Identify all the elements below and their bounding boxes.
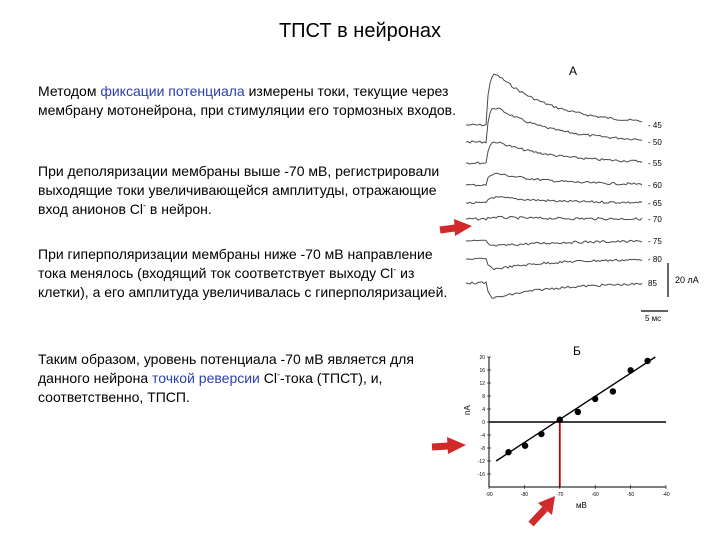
trace-voltage-label: - 75 bbox=[648, 237, 662, 246]
arrow-to-trace-70 bbox=[440, 219, 472, 236]
x-tick-label: -70 bbox=[556, 492, 564, 498]
trace-voltage-label: - 65 bbox=[648, 199, 662, 208]
text-span: При гиперполяризации мембраны ниже -70 мВ направление тока менялось (входящий ток соответствует выходу Cl bbox=[38, 246, 433, 281]
scale-time-label: 5 мс bbox=[645, 314, 662, 323]
chart-title: Б bbox=[573, 344, 581, 358]
data-point bbox=[575, 409, 581, 415]
data-point bbox=[522, 443, 528, 449]
current-trace bbox=[466, 108, 642, 143]
trace-voltage-label: 85 bbox=[648, 279, 657, 288]
x-tick-label: -40 bbox=[662, 492, 670, 498]
y-axis-label: пА bbox=[463, 405, 472, 415]
x-tick-label: -60 bbox=[591, 492, 599, 498]
current-trace bbox=[466, 240, 642, 246]
trace-voltage-label: - 55 bbox=[648, 159, 662, 168]
y-tick-label: 8 bbox=[482, 394, 485, 400]
text-span: измерены токи, текущие через мембрану мотонейрона, при стимуляции его тормозных входов. bbox=[38, 83, 457, 118]
x-tick-label: -80 bbox=[520, 492, 529, 498]
figure-a-label: А bbox=[569, 64, 578, 78]
figure-a-traces bbox=[466, 64, 699, 323]
superscript: - bbox=[393, 264, 397, 275]
data-point bbox=[505, 449, 511, 455]
y-tick-label: -4 bbox=[480, 433, 485, 439]
y-tick-label: 20 bbox=[479, 355, 485, 361]
y-tick-label: 4 bbox=[482, 407, 485, 413]
data-point bbox=[644, 358, 650, 364]
y-tick-label: -16 bbox=[477, 472, 485, 478]
superscript: - bbox=[277, 369, 280, 380]
current-trace bbox=[466, 282, 642, 298]
slide-title: ТПСТ в нейронах bbox=[278, 20, 442, 42]
text-span: Cl bbox=[259, 370, 277, 386]
arrow-to-reversal-point bbox=[531, 496, 555, 524]
superscript: - bbox=[143, 200, 147, 211]
text-span: При деполяризации мембраны выше -70 мВ, регистрировали выходящие токи увеличивающейся амплитуды, отражающие вход анионов Cl bbox=[38, 163, 440, 217]
text-span: Методом bbox=[38, 83, 101, 99]
y-tick-label: -8 bbox=[480, 446, 485, 452]
arrow-to-zero-axis bbox=[432, 437, 466, 454]
y-tick-label: 0 bbox=[482, 420, 485, 426]
y-tick-label: 12 bbox=[479, 381, 485, 387]
chart-ticks bbox=[478, 355, 670, 498]
current-trace bbox=[466, 173, 642, 186]
x-tick-label: -90 bbox=[485, 492, 493, 498]
trace-voltage-label: - 60 bbox=[648, 181, 662, 190]
chart-axes bbox=[489, 357, 666, 487]
current-trace bbox=[466, 258, 642, 270]
x-tick-label: -50 bbox=[626, 492, 635, 498]
data-point bbox=[538, 431, 544, 437]
highlight-term: фиксации потенциала bbox=[100, 83, 245, 99]
current-trace bbox=[466, 142, 642, 164]
data-point bbox=[557, 417, 563, 423]
trace-voltage-label: - 50 bbox=[648, 138, 662, 147]
current-trace bbox=[466, 196, 642, 203]
text-span: из клетки), а его амплитуда увеличивалась с гиперполяризацией. bbox=[38, 265, 448, 300]
trace-voltage-label: - 45 bbox=[648, 121, 662, 130]
y-tick-label: 16 bbox=[479, 368, 485, 374]
current-trace bbox=[466, 216, 642, 220]
trace-voltage-label: - 70 bbox=[648, 215, 662, 224]
trace-voltage-label: - 80 bbox=[648, 255, 662, 264]
data-point bbox=[627, 367, 633, 373]
current-trace bbox=[466, 74, 642, 126]
figure-b-chart bbox=[463, 344, 670, 510]
text-span: -тока (ТПСТ), и, соответственно, ТПСП. bbox=[38, 370, 383, 405]
data-point bbox=[610, 388, 616, 394]
scale-current-label: 20 лА bbox=[675, 275, 699, 285]
trace-label-group bbox=[648, 121, 662, 288]
trace-group bbox=[466, 74, 642, 298]
highlight-term: точкой реверсии bbox=[152, 370, 260, 386]
y-tick-label: -12 bbox=[477, 459, 485, 465]
text-span: Таким образом, уровень потенциала -70 мВ является для данного нейрона bbox=[38, 351, 414, 386]
x-axis-label: мВ bbox=[576, 501, 587, 510]
data-point bbox=[592, 396, 598, 402]
text-span: в нейрон. bbox=[146, 201, 212, 217]
